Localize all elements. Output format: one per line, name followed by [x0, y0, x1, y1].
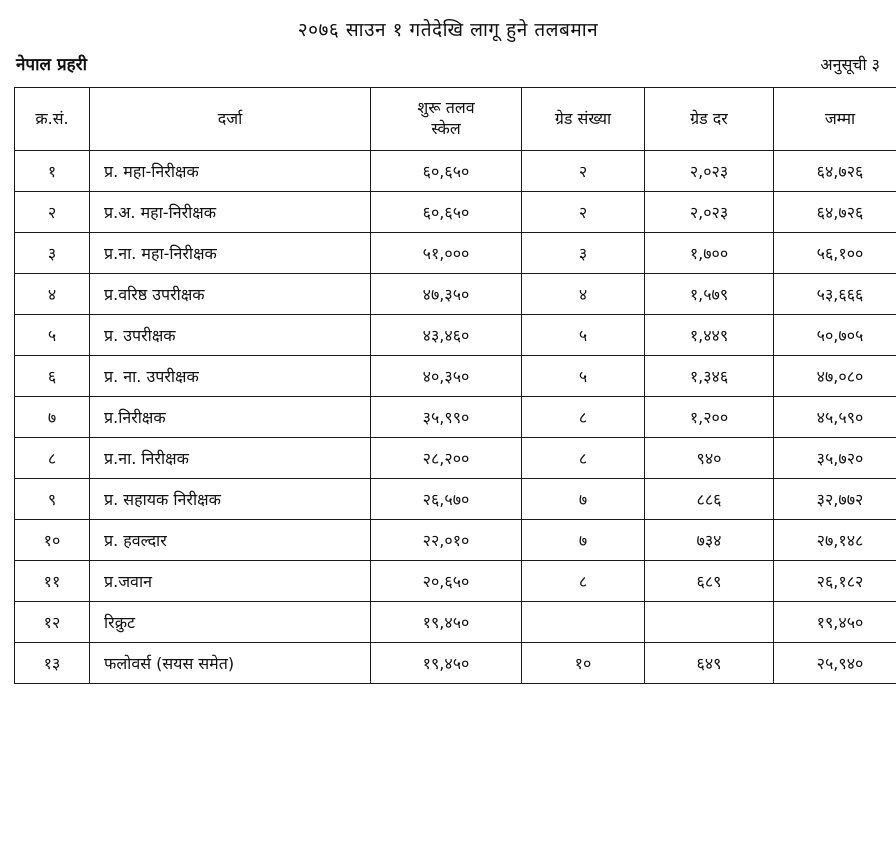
cell-total: ५०,७०५	[774, 315, 896, 356]
cell-grade-rate: २,०२३	[645, 151, 774, 192]
organization-name: नेपाल प्रहरी	[16, 52, 87, 75]
cell-grade-rate: २,०२३	[645, 192, 774, 233]
cell-serial: १	[15, 151, 90, 192]
cell-serial: १०	[15, 520, 90, 561]
document-page	[0, 16, 896, 844]
cell-grade-rate: १,५७९	[645, 274, 774, 315]
cell-start-salary: ६०,६५०	[371, 192, 522, 233]
table-row	[15, 643, 896, 684]
cell-serial: ३	[15, 233, 90, 274]
table-row	[15, 602, 896, 643]
cell-rank: प्र. हवल्दार	[90, 520, 371, 561]
table-row	[15, 479, 896, 520]
cell-total: २६,१८२	[774, 561, 896, 602]
column-header-serial: क्र.सं.	[15, 88, 90, 151]
salary-table	[14, 87, 896, 684]
cell-grade-rate: १,२००	[645, 397, 774, 438]
cell-serial: १३	[15, 643, 90, 684]
table-row	[15, 356, 896, 397]
cell-grade-count: ७	[522, 479, 645, 520]
table-row	[15, 520, 896, 561]
cell-start-salary: ५१,०००	[371, 233, 522, 274]
table-row	[15, 315, 896, 356]
cell-serial: २	[15, 192, 90, 233]
cell-grade-rate: ८८६	[645, 479, 774, 520]
cell-grade-count: २	[522, 192, 645, 233]
column-header-start-salary	[371, 88, 522, 151]
cell-grade-count: ८	[522, 397, 645, 438]
cell-grade-rate: १,७००	[645, 233, 774, 274]
page-title: २०७६ साउन १ गतेदेखि लागू हुने तलबमान	[14, 16, 882, 42]
column-header-grade-rate: ग्रेड दर	[645, 88, 774, 151]
cell-grade-count	[522, 602, 645, 643]
cell-rank: प्र.अ. महा-निरीक्षक	[90, 192, 371, 233]
cell-total: ६४,७२६	[774, 192, 896, 233]
cell-grade-count: ५	[522, 356, 645, 397]
cell-total: ४७,०८०	[774, 356, 896, 397]
cell-start-salary: १९,४५०	[371, 602, 522, 643]
column-header-total: जम्मा	[774, 88, 896, 151]
cell-grade-count: ५	[522, 315, 645, 356]
cell-rank: प्र. उपरीक्षक	[90, 315, 371, 356]
cell-serial: ६	[15, 356, 90, 397]
table-header-row	[15, 88, 896, 151]
cell-start-salary: ४७,३५०	[371, 274, 522, 315]
subheader	[14, 52, 882, 75]
cell-start-salary: १९,४५०	[371, 643, 522, 684]
table-row	[15, 233, 896, 274]
cell-grade-rate: ६८९	[645, 561, 774, 602]
cell-serial: ७	[15, 397, 90, 438]
cell-total: ३२,७७२	[774, 479, 896, 520]
table-body	[15, 151, 896, 684]
cell-grade-count: ८	[522, 561, 645, 602]
annex-label: अनुसूची ३	[820, 53, 880, 75]
cell-rank: प्र.वरिष्ठ उपरीक्षक	[90, 274, 371, 315]
cell-rank: फलोवर्स (सयस समेत)	[90, 643, 371, 684]
cell-rank: प्र.ना. महा-निरीक्षक	[90, 233, 371, 274]
cell-rank: प्र.ना. निरीक्षक	[90, 438, 371, 479]
cell-start-salary: ४३,४६०	[371, 315, 522, 356]
cell-serial: ९	[15, 479, 90, 520]
cell-rank: प्र. महा-निरीक्षक	[90, 151, 371, 192]
cell-serial: ८	[15, 438, 90, 479]
cell-grade-rate: ९४०	[645, 438, 774, 479]
cell-total: २७,१४८	[774, 520, 896, 561]
cell-grade-count: ४	[522, 274, 645, 315]
cell-total: १९,४५०	[774, 602, 896, 643]
cell-rank: प्र.निरीक्षक	[90, 397, 371, 438]
cell-serial: ४	[15, 274, 90, 315]
cell-start-salary: २८,२००	[371, 438, 522, 479]
cell-start-salary: ४०,३५०	[371, 356, 522, 397]
table-header	[15, 88, 896, 151]
cell-grade-rate: ७३४	[645, 520, 774, 561]
table-row	[15, 274, 896, 315]
cell-grade-count: २	[522, 151, 645, 192]
cell-grade-rate	[645, 602, 774, 643]
table-row	[15, 192, 896, 233]
cell-total: २५,९४०	[774, 643, 896, 684]
cell-start-salary: २२,०१०	[371, 520, 522, 561]
cell-grade-count: ७	[522, 520, 645, 561]
cell-rank: प्र. ना. उपरीक्षक	[90, 356, 371, 397]
cell-grade-rate: १,३४६	[645, 356, 774, 397]
cell-start-salary: २०,६५०	[371, 561, 522, 602]
cell-rank: प्र. सहायक निरीक्षक	[90, 479, 371, 520]
cell-grade-count: १०	[522, 643, 645, 684]
cell-total: ४५,५९०	[774, 397, 896, 438]
table-row	[15, 561, 896, 602]
cell-grade-count: ८	[522, 438, 645, 479]
cell-rank: रिक्रुट	[90, 602, 371, 643]
column-header-grade-count: ग्रेड संख्या	[522, 88, 645, 151]
cell-total: ५६,१००	[774, 233, 896, 274]
cell-serial: ५	[15, 315, 90, 356]
cell-rank: प्र.जवान	[90, 561, 371, 602]
start-salary-line-1: शुरू तलव	[371, 98, 521, 119]
table-row	[15, 438, 896, 479]
cell-total: ५३,६६६	[774, 274, 896, 315]
table-row	[15, 151, 896, 192]
table-row	[15, 397, 896, 438]
cell-start-salary: ६०,६५०	[371, 151, 522, 192]
column-header-rank: दर्जा	[90, 88, 371, 151]
cell-total: ६४,७२६	[774, 151, 896, 192]
cell-grade-rate: १,४४९	[645, 315, 774, 356]
cell-start-salary: ३५,९९०	[371, 397, 522, 438]
cell-grade-count: ३	[522, 233, 645, 274]
start-salary-line-2: स्केल	[371, 119, 521, 140]
cell-grade-rate: ६४९	[645, 643, 774, 684]
cell-serial: १२	[15, 602, 90, 643]
cell-total: ३५,७२०	[774, 438, 896, 479]
cell-start-salary: २६,५७०	[371, 479, 522, 520]
cell-serial: ११	[15, 561, 90, 602]
